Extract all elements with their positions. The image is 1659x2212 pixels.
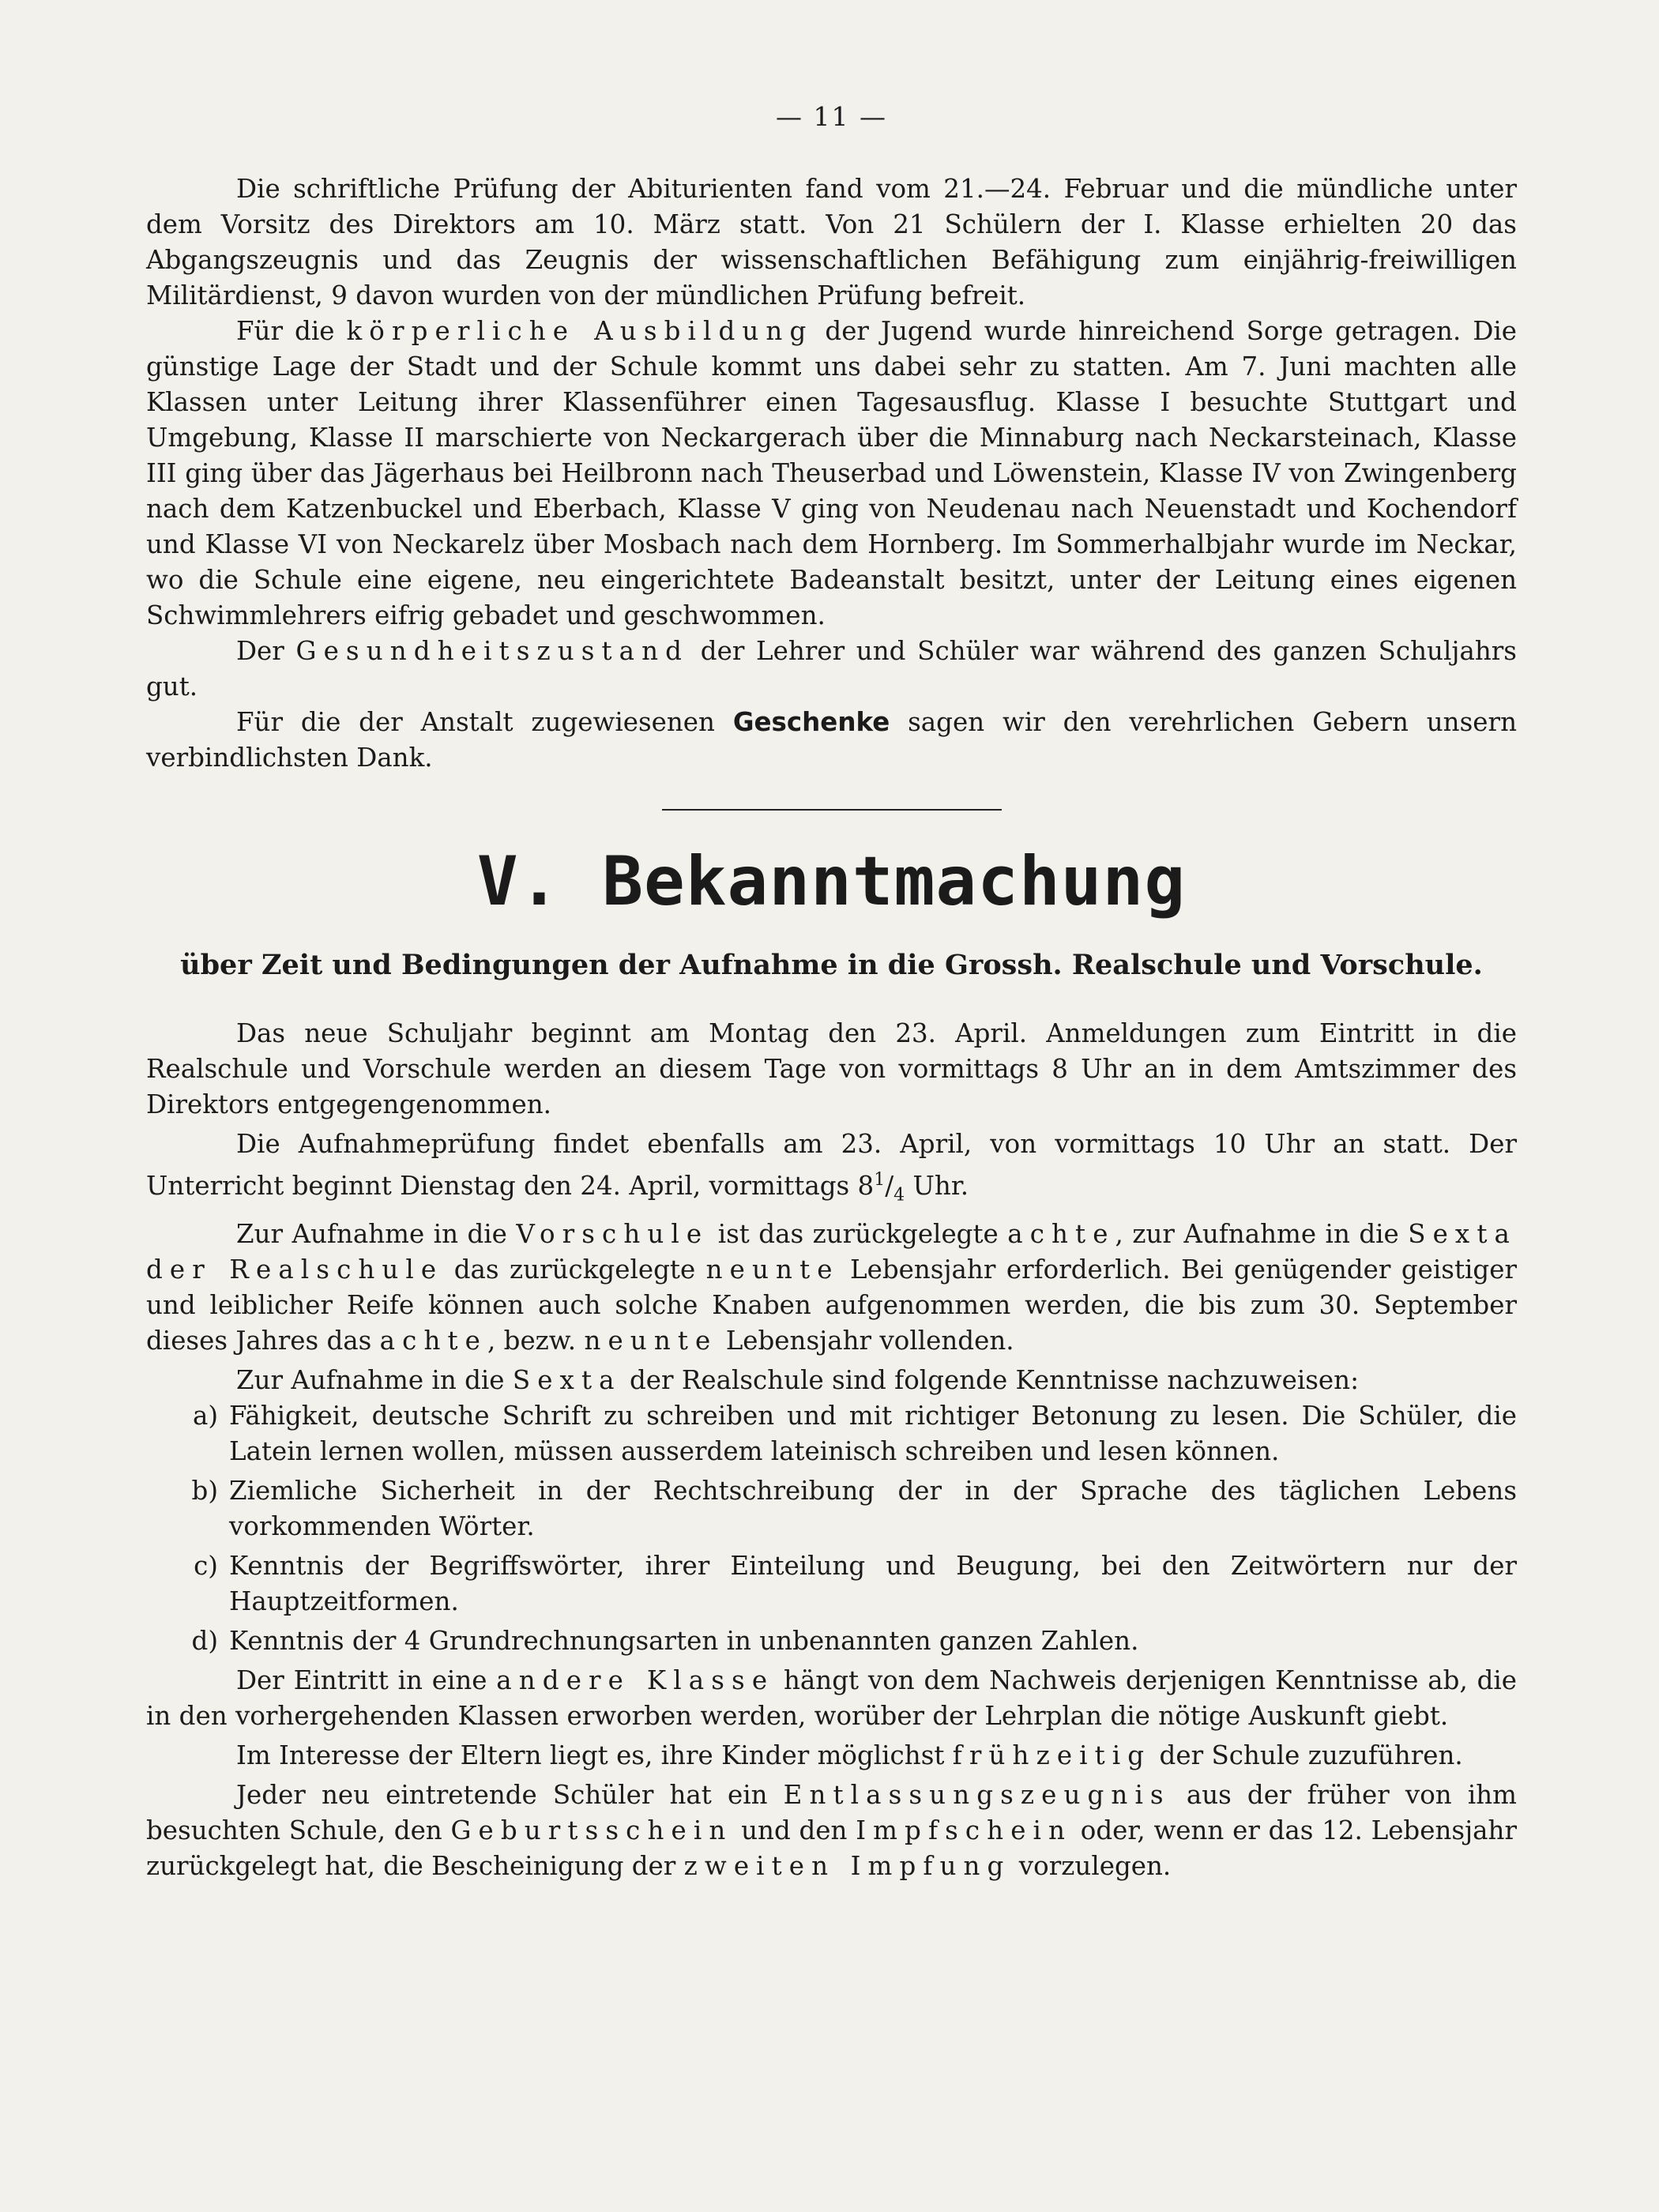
list-item: d) Kenntnis der 4 Grundrechnungsarten in unbenannten ganzen Zahlen. bbox=[191, 1626, 1139, 1657]
section-school-report bbox=[146, 171, 1517, 776]
spaced-emphasis: körperliche Ausbildung bbox=[346, 316, 814, 346]
paragraph-early-enrollment: Im Interesse der Eltern liegt es, ihre Kinder möglichst frühzeitig der Schule zuzuführen. bbox=[236, 1740, 1463, 1771]
section-heading: V. Bekanntmachung bbox=[476, 842, 1187, 921]
paragraph-physical-education: Für die körperliche Ausbildung der Jugend wurde hinreichend Sorge getragen. Die günstige Lage der Stadt und der Schule kommt uns dabei sehr zu statten. Am 7. Juni machten alle Klassen unter Leitung ihrer Klassenführer einen Tagesausflug. Klasse I besuchte Stuttgart und Umgebung, Klasse II marschierte von Neckargerach über die Minnaburg nach Neckarsteinach, Klasse III ging über das Jägerhaus bei Heilbronn nach Theuserbad und Löwenstein, Klasse IV von Zwingenberg nach dem Katzenbuckel und Eberbach, Klasse V ging von Neudenau nach Neuenstadt und Kochendorf und Klasse VI von Neckarelz über Mosbach nach dem Hornberg. Im Sommerhalbjahr wurde im Neckar, wo die Schule eine eigene, neu eingerichtete Badeanstalt besitzt, unter der Leitung eines eigenen Schwimmlehrers eifrig gebadet und geschwommen. bbox=[146, 316, 1518, 630]
paragraph-knowledge-intro: Zur Aufnahme in die Sexta der Realschule sind folgende Kenntnisse nachzuweisen: bbox=[236, 1365, 1360, 1396]
list-item: c) Kenntnis der Begriffswörter, ihrer Einteilung und Beugung, bei den Zeitwörtern nur der Hauptzeitformen. bbox=[194, 1551, 1517, 1617]
paragraph-abitur-exam: Die schriftliche Prüfung der Abiturienten fand vom 21.—24. Februar und die mündliche unter dem Vorsitz des Direktors am 10. März statt. Von 21 Schülern der I. Klasse erhielten 20 das Abgangszeugnis und das Zeugnis der wissenschaftlichen Befähigung zum einjährig-freiwilligen Militärdienst, 9 davon wurden von der mündlichen Prüfung befreit. bbox=[146, 174, 1517, 310]
paragraph-age-requirements: Zur Aufnahme in die Vorschule ist das zurückgelegte achte, zur Aufnahme in die Sexta der Realschule das zurückgelegte neunte Lebensjahr erforderlich. Bei genügender geistiger und leiblicher Reife können auch solche Knaben aufgenommen werden, die bis zum 30. September dieses Jahres das achte, bezw. neunte Lebensjahr vollenden. bbox=[146, 1219, 1517, 1356]
bold-emphasis: Geschenke bbox=[732, 707, 890, 737]
paragraph-health: Der Gesundheitszustand der Lehrer und Schüler war während des ganzen Schuljahrs gut. bbox=[146, 636, 1517, 702]
section-divider bbox=[662, 809, 1002, 811]
section-admission bbox=[146, 1016, 1517, 1884]
section-subheading: über Zeit und Bedingungen der Aufnahme in die Grossh. Realschule und Vorschule. bbox=[180, 949, 1483, 981]
paragraph-other-class-entry: Der Eintritt in eine andere Klasse hängt von dem Nachweis derjenigen Kenntnisse ab, die in den vorhergehenden Klassen erworben werden, worüber der Lehrplan die nötige Auskunft giebt. bbox=[146, 1665, 1518, 1732]
page-number: — 11 — bbox=[776, 101, 887, 132]
page-content bbox=[146, 101, 1517, 1884]
paragraph-entrance-exam: Die Aufnahmeprüfung findet ebenfalls am 23. April, von vormittags 10 Uhr an statt. Der Unterricht beginnt Dienstag den 24. April, vormittags $8^1/_4$ Uhr. bbox=[146, 1129, 1517, 1206]
spaced-emphasis: Gesundheitszustand bbox=[295, 636, 690, 666]
paragraph-school-year-start: Das neue Schuljahr beginnt am Montag den 23. April. Anmeldungen zum Eintritt in die Realschule und Vorschule werden an diesem Tage von vormittags 8 Uhr an in dem Amtszimmer des Direktors entgegengenommen. bbox=[146, 1018, 1517, 1119]
requirements-list bbox=[146, 1398, 1517, 1659]
paragraph-required-documents: Jeder neu eintretende Schüler hat ein Entlassungszeugnis aus der früher von ihm besuchten Schule, den Geburtsschein und den Impfschein oder, wenn er das 12. Lebensjahr zurückgelegt hat, die Bescheinigung der zweiten Impfung vorzulegen. bbox=[146, 1780, 1517, 1882]
list-item: a) Fähigkeit, deutsche Schrift zu schreiben und mit richtiger Betonung zu lesen. Die Schüler, die Latein lernen wollen, müssen ausserdem lateinisch schreiben und lesen können. bbox=[192, 1401, 1517, 1467]
paragraph-gifts: Für die der Anstalt zugewiesenen Geschenke sagen wir den verehrlichen Gebern unsern verbindlichsten Dank. bbox=[146, 707, 1517, 773]
list-item: b) Ziemliche Sicherheit in der Rechtschreibung der in der Sprache des täglichen Lebens vorkommenden Wörter. bbox=[191, 1476, 1517, 1542]
